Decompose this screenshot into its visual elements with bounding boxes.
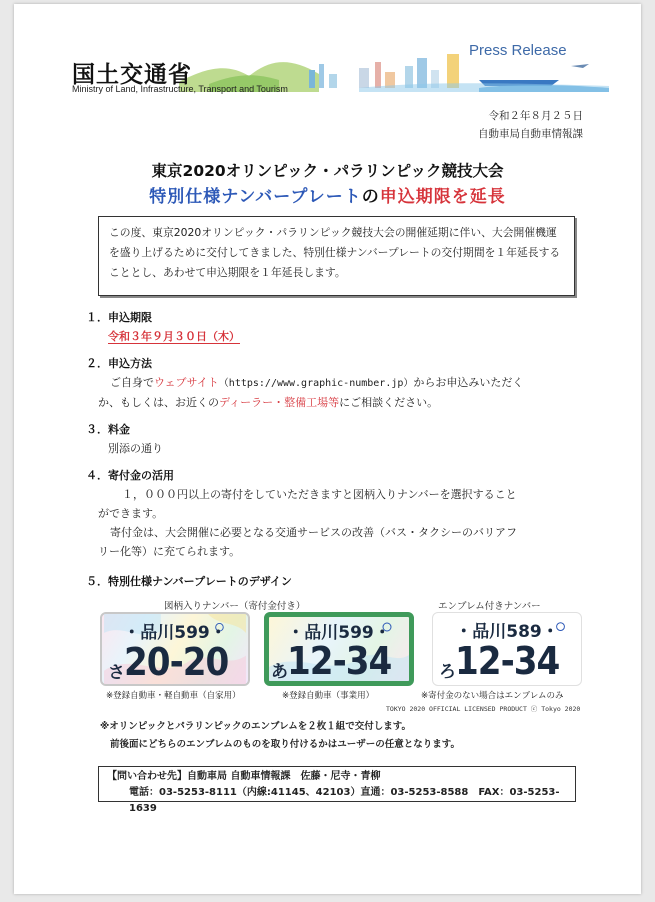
ministry-name-en: Ministry of Land, Infrastructure, Transport and Tourism [72, 84, 288, 94]
license-plate-commercial [264, 612, 414, 686]
website-link[interactable]: ウェブサイト [154, 376, 219, 389]
plate-group-2-label: エンブレム付きナンバー [438, 601, 541, 612]
plate-1-kana: さ [108, 663, 125, 683]
contact-phone: 電話：03-5253-8111（内線:41145、42103）直通：03-5253-8588 FAX：03-5253-1639 [129, 787, 560, 814]
section-1 [86, 308, 240, 346]
plate-2-number: 12-34 [287, 639, 392, 683]
contact-box [98, 766, 576, 814]
issuing-department: 自動車局自動車情報課 [478, 128, 583, 140]
section-4-heading: ４．寄付金の活用 [86, 469, 174, 482]
plate-1-number: 20-20 [124, 640, 229, 684]
title-particle: の [361, 187, 380, 207]
website-url[interactable]: （https://www.graphic-number.jp） [218, 378, 414, 389]
deadline-date: 令和３年９月３０日（木） [108, 330, 240, 343]
plate-2-region: ・品川599・ [287, 623, 391, 643]
section-5-heading: ５．特別仕様ナンバープレートのデザイン [86, 575, 292, 588]
plate-2-caption: ※登録自動車（事業用） [282, 691, 375, 701]
title-plate-text: 特別仕様ナンバープレート [149, 187, 362, 207]
release-date: 令和２年８月２５日 [488, 110, 583, 122]
plate-2-kana: あ [271, 662, 288, 682]
title-extension-text: 申込期限を延長 [379, 187, 506, 207]
ministry-name-jp: 国土交通省 [72, 62, 192, 88]
section-2-heading: ２．申込方法 [86, 357, 152, 370]
donation-text-1a: １，０００円以上の寄付をしていただきますと図柄入りナンバーを選択すること [122, 488, 517, 501]
emblem-note-1: ※オリンピックとパラリンピックのエンブレムを２枚１組で交付します。 [100, 721, 411, 732]
contact-persons: 【問い合わせ先】自動車局 自動車情報課 佐藤・尼寺・青柳 [107, 771, 381, 782]
donation-text-1b: ができます。 [98, 507, 164, 520]
apply-text-c: か、もしくは、お近くの [98, 396, 219, 409]
dealer-link: ディーラー・整備工場等 [219, 396, 340, 409]
license-notice: TOKYO 2020 OFFICIAL LICENSED PRODUCT ⓒ Tokyo 2020 [386, 705, 581, 713]
section-2 [86, 354, 586, 412]
summary-box: この度、東京2020オリンピック・パラリンピック競技大会の開催延期に伴い、大会開催機運を盛り上げるために交付してきました、特別仕様ナンバープレートの交付期間を１年延長することとし、あわせて申込期限を１年延長します。 [98, 216, 575, 296]
emblem-note-2: 前後面にどちらのエンブレムのものを取り付けるかはユーザーの任意となります。 [110, 739, 460, 750]
donation-text-2a: 寄付金は、大会開催に必要となる交通サービスの改善（バス・タクシーのバリアフ [110, 526, 517, 539]
plate-3-kana: ろ [439, 662, 456, 682]
plate-1-caption: ※登録自動車・軽自動車（自家用） [106, 691, 241, 701]
section-1-heading: １．申込期限 [86, 311, 152, 324]
press-release-label: Press Release [469, 42, 567, 59]
plate-3-region: ・品川589・ [455, 622, 559, 642]
document-page [14, 4, 641, 894]
section-5 [86, 572, 292, 591]
fee-text: 別添の通り [108, 442, 163, 455]
section-3 [86, 420, 163, 458]
license-plate-emblem [432, 612, 582, 686]
plate-3-number: 12-34 [455, 639, 560, 683]
apply-text-d: にご相談ください。 [339, 396, 439, 409]
title-line-1: 東京2020オリンピック・パラリンピック競技大会 [151, 162, 504, 180]
plate-group-1-label: 図柄入りナンバー（寄付金付き） [164, 601, 306, 612]
title-line-2 [14, 182, 641, 207]
apply-text-b: からお申込みいただく [413, 376, 524, 389]
section-3-heading: ３．料金 [86, 423, 130, 436]
plate-1-region: ・品川599・ [123, 623, 227, 643]
license-plate-private [100, 612, 250, 686]
apply-text-a: ご自身で [110, 376, 154, 389]
plate-3-caption: ※寄付金のない場合はエンブレムのみ [421, 691, 564, 701]
section-4 [86, 466, 586, 561]
donation-text-2b: リー化等）に充てられます。 [98, 545, 241, 558]
